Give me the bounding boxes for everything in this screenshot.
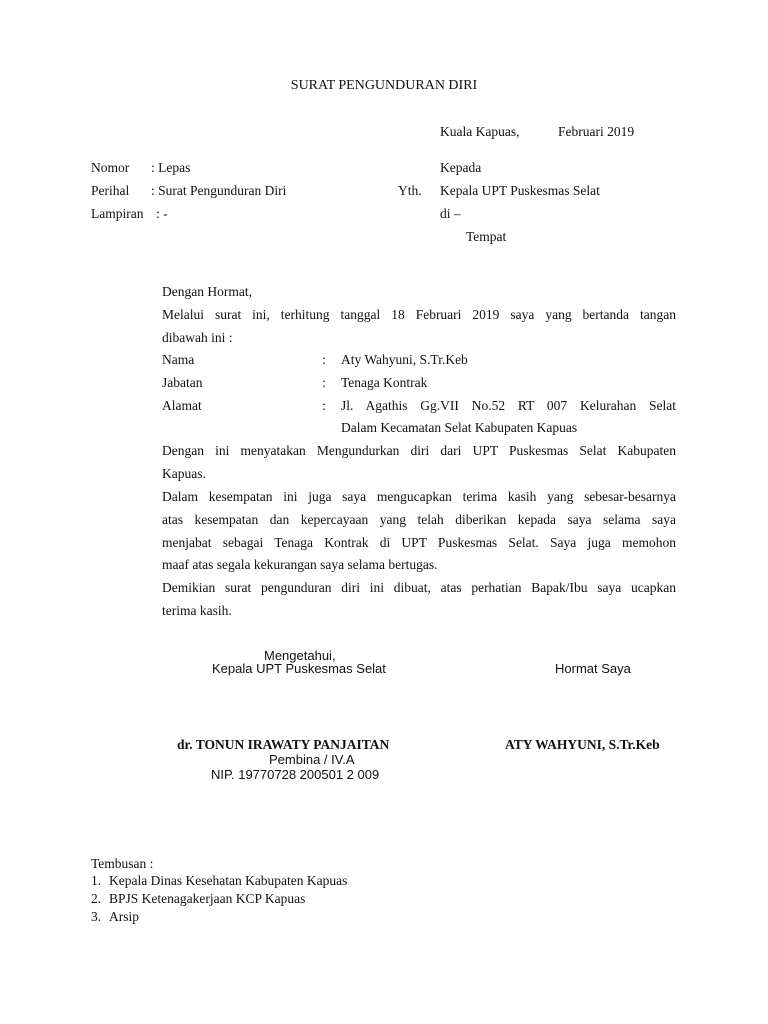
field-colon: : bbox=[322, 375, 326, 390]
greeting: Dengan Hormat, bbox=[162, 284, 252, 299]
letter-title: SURAT PENGUNDURAN DIRI bbox=[290, 78, 478, 93]
tembusan-item-number: 2. bbox=[91, 891, 102, 906]
nomor-value: : Lepas bbox=[151, 160, 191, 175]
signature-left-role: Kepala UPT Puskesmas Selat bbox=[212, 661, 386, 676]
signature-right-role: Hormat Saya bbox=[555, 661, 631, 676]
field-label-jabatan: Jabatan bbox=[162, 375, 203, 390]
tembusan-item bbox=[91, 909, 139, 925]
recipient-kepada: Kepada bbox=[440, 160, 482, 175]
tembusan-item-number: 1. bbox=[91, 873, 102, 888]
perihal-label: Perihal bbox=[91, 183, 130, 198]
tembusan-item bbox=[91, 873, 347, 889]
field-value-alamat: Jl. Agathis Gg.VII No.52 RT 007 Kelurahan Selat bbox=[341, 398, 676, 413]
letter-place: Kuala Kapuas, bbox=[440, 124, 520, 139]
recipient-yth: Yth. bbox=[398, 183, 422, 198]
intro-line-2: dibawah ini : bbox=[162, 330, 233, 345]
nomor-label: Nomor bbox=[91, 160, 130, 175]
signature-left-rank: Pembina / IV.A bbox=[269, 752, 355, 767]
recipient-di: di – bbox=[440, 206, 461, 221]
lampiran-label: Lampiran bbox=[91, 206, 144, 221]
field-colon: : bbox=[322, 398, 326, 413]
tembusan-item-number: 3. bbox=[91, 909, 102, 924]
paragraph-1-line-2: Kapuas. bbox=[162, 466, 206, 481]
signature-left-name: dr. TONUN IRAWATY PANJAITAN bbox=[177, 737, 390, 752]
tembusan-item bbox=[91, 891, 305, 907]
paragraph-2-line-4: maaf atas segala kekurangan saya selama bertugas. bbox=[162, 557, 438, 572]
paragraph-1-line-1: Dengan ini menyatakan Mengundurkan diri dari UPT Puskesmas Selat Kabupaten bbox=[162, 443, 676, 458]
signature-mengetahui: Mengetahui, bbox=[264, 648, 336, 663]
intro-line-1: Melalui surat ini, terhitung tanggal 18 Februari 2019 saya yang bertanda tangan bbox=[162, 307, 676, 322]
tembusan-item-text: Kepala Dinas Kesehatan Kabupaten Kapuas bbox=[109, 873, 348, 888]
paragraph-2-line-1: Dalam kesempatan ini juga saya mengucapkan terima kasih yang sebesar-besarnya bbox=[162, 489, 676, 504]
letter-date: Februari 2019 bbox=[558, 124, 635, 139]
field-label-alamat: Alamat bbox=[162, 398, 202, 413]
field-value-alamat-line-2: Dalam Kecamatan Selat Kabupaten Kapuas bbox=[341, 420, 578, 435]
field-colon: : bbox=[322, 352, 326, 367]
paragraph-2-line-3: menjabat sebagai Tenaga Kontrak di UPT Puskesmas Selat. Saya juga memohon bbox=[162, 535, 676, 550]
tembusan-label: Tembusan : bbox=[91, 856, 154, 871]
signature-left-nip: NIP. 19770728 200501 2 009 bbox=[211, 767, 380, 782]
recipient-name: Kepala UPT Puskesmas Selat bbox=[440, 183, 600, 198]
field-label-nama: Nama bbox=[162, 352, 195, 367]
lampiran-value: : - bbox=[156, 206, 168, 221]
paragraph-3-line-1: Demikian surat pengunduran diri ini dibuat, atas perhatian Bapak/Ibu saya ucapkan bbox=[162, 580, 676, 595]
paragraph-2-line-2: atas kesempatan dan kepercayaan yang telah diberikan kepada saya selama saya bbox=[162, 512, 676, 527]
paragraph-3-line-2: terima kasih. bbox=[162, 603, 232, 618]
field-value-jabatan: Tenaga Kontrak bbox=[341, 375, 428, 390]
signature-right-name: ATY WAHYUNI, S.Tr.Keb bbox=[505, 737, 660, 752]
tembusan-item-text: BPJS Ketenagakerjaan KCP Kapuas bbox=[109, 891, 306, 906]
perihal-value: : Surat Pengunduran Diri bbox=[151, 183, 287, 198]
recipient-tempat: Tempat bbox=[466, 229, 507, 244]
field-value-nama: Aty Wahyuni, S.Tr.Keb bbox=[341, 352, 468, 367]
tembusan-item-text: Arsip bbox=[109, 909, 139, 924]
